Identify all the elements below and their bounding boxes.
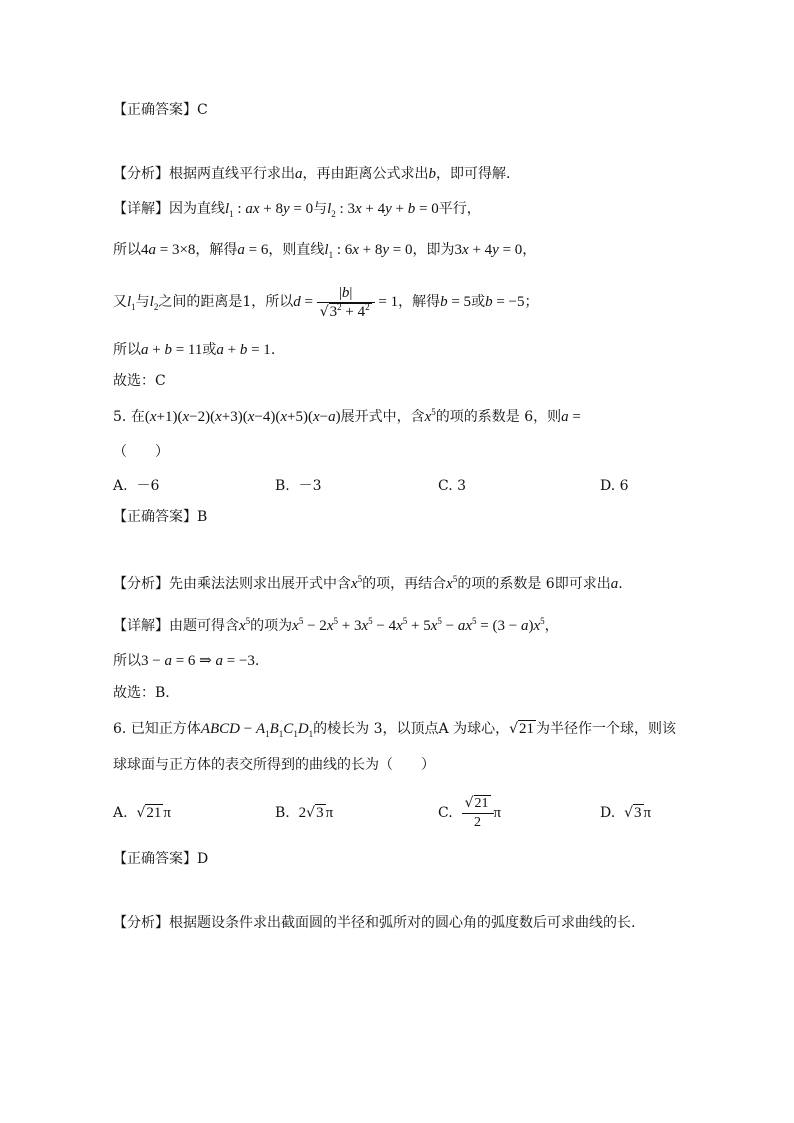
math-x5: $x^5$ — [351, 574, 363, 592]
answer-value: B — [197, 509, 208, 525]
math-b: b — [428, 166, 436, 182]
q5-option-d: D. 6 — [600, 478, 629, 494]
answer-label: 【正确答案】 — [113, 102, 197, 118]
analysis-label: 【分析】 — [113, 576, 169, 592]
math-a6: a = 6 — [237, 242, 269, 258]
math-ab11: a + b = 11 — [141, 342, 203, 358]
q5-option-b: B. －3 — [275, 478, 322, 494]
math-l1: $l_1$ — [127, 294, 136, 312]
math-l2: $l_2$ — [149, 294, 159, 312]
q6-option-b: B. 2√3 π — [275, 805, 334, 821]
math-l1-new: $l_1$ : 6x + 8y = 0 — [324, 242, 413, 260]
q6-option-c: C. $\frac{√21}{2}$ π — [438, 795, 502, 830]
q5-paren: （ ） — [113, 444, 169, 460]
detail-label: 【详解】 — [113, 201, 169, 217]
q6-option-a: A. √21 π — [113, 805, 171, 821]
q5-option-a: A. －6 — [113, 478, 160, 494]
q5-detail-line: 【详解】由题可得含$x^5$的项为$x^5 - 2x^5 + 3x^5 - 4x^5 + 5x^5 - ax^5 = (3 - a)x^5$， — [113, 616, 559, 634]
q6-stem: 6. 已知正方体ABCD − $A_1B_1C_1D_1$的棱长为 3，以顶点A 为球心，√21 为半径作一个球，则该 — [113, 721, 676, 739]
q4-analysis-line: 【分析】根据两直线平行求出a，再由距离公式求出b，即可得解. — [113, 166, 511, 182]
math-bneg5: b = −5 — [485, 294, 525, 310]
q4-line4: 所以a + b = 11或a + b = 1. — [113, 342, 276, 358]
math-a-eq: a = — [561, 409, 581, 425]
math-3x4y: 3x + 4y = 0 — [454, 242, 523, 258]
math-x5: $x^5$ — [446, 574, 458, 592]
q5-answer-line — [113, 507, 207, 527]
answer-label: 【正确答案】 — [113, 851, 197, 867]
math-cube: ABCD − $A_1B_1C_1D_1$ — [200, 721, 314, 739]
q5-stem: 5. 在(x+1)(x−2)(x+3)(x−4)(x+5)(x−a)展开式中，含$x^5$的项的系数是 6，则a = — [113, 407, 581, 425]
distance-fraction: $\frac{|b|}{√3^2 + 4^2}$ — [317, 284, 375, 321]
q5-option-c: C. 3 — [438, 478, 467, 494]
math-x5: $x^5$ — [239, 616, 251, 634]
q4-detail-line: 【详解】因为直线$l_1$ : ax + 8y = 0与$l_2$ : 3x + 4y + b = 0平行， — [113, 201, 481, 219]
math-sqrt21: √21 — [509, 721, 534, 737]
answer-value: C — [197, 102, 208, 118]
q6-answer-line — [113, 849, 208, 869]
q4-answer-line — [113, 100, 208, 120]
analysis-label: 【分析】 — [113, 915, 169, 931]
math-4a: 4a = 3×8 — [141, 242, 196, 258]
q4-line3: 又$l_1$与$l_2$之间的距离是1，所以d = $\frac{|b|}{√3^2 + 4^2}$ = 1，解得b = 5或b = −5； — [113, 285, 539, 321]
math-3-a: 3 − a = 6 ⇒ a = −3 — [141, 653, 255, 669]
q5-number: 5. — [113, 409, 127, 425]
analysis-label: 【分析】 — [113, 166, 169, 182]
math-l1-eq: $l_1$ : ax + 8y = 0 — [225, 201, 314, 219]
q6-stem-line2: 球球面与正方体的表交所得到的曲线的长为（ ） — [113, 757, 435, 773]
q6-number: 6. — [113, 721, 127, 737]
math-distance: d = $\frac{|b|}{√3^2 + 4^2}$ = 1 — [293, 285, 399, 321]
answer-label: 【正确答案】 — [113, 509, 197, 525]
math-a: a — [295, 166, 303, 182]
q4-choose: 故选：C — [113, 373, 166, 389]
q5-analysis-line: 【分析】先由乘法法则求出展开式中含$x^5$的项，再结合$x^5$的项的系数是 6即可求出a. — [113, 574, 623, 592]
math-b5: b = 5 — [440, 294, 472, 310]
math-product: (x+1)(x−2)(x+3)(x−4)(x+5)(x−a) — [144, 409, 341, 425]
math-x5-sum: $x^5 - 2x^5 + 3x^5 - 4x^5 + 5x^5 - ax^5 = (3 - a)x^5$ — [292, 616, 545, 634]
math-a: a — [610, 576, 619, 592]
q6-option-d: D. √3 π — [600, 805, 652, 821]
math-x5: $x^5$ — [424, 407, 436, 425]
detail-label: 【详解】 — [113, 618, 169, 634]
answer-value: D — [197, 851, 209, 867]
q5-choose: 故选：B. — [113, 685, 170, 701]
math-ab1: a + b = 1 — [216, 342, 271, 358]
q4-line2: 所以4a = 3×8，解得a = 6，则直线$l_1$ : 6x + 8y = 0，即为3x + 4y = 0， — [113, 242, 537, 260]
q5-line2: 所以3 − a = 6 ⇒ a = −3. — [113, 653, 260, 669]
q6-analysis-line: 【分析】根据题设条件求出截面圆的半径和弧所对的圆心角的弧度数后可求曲线的长. — [113, 915, 636, 931]
math-l2-eq: $l_2$ : 3x + 4y + b = 0 — [327, 201, 439, 219]
